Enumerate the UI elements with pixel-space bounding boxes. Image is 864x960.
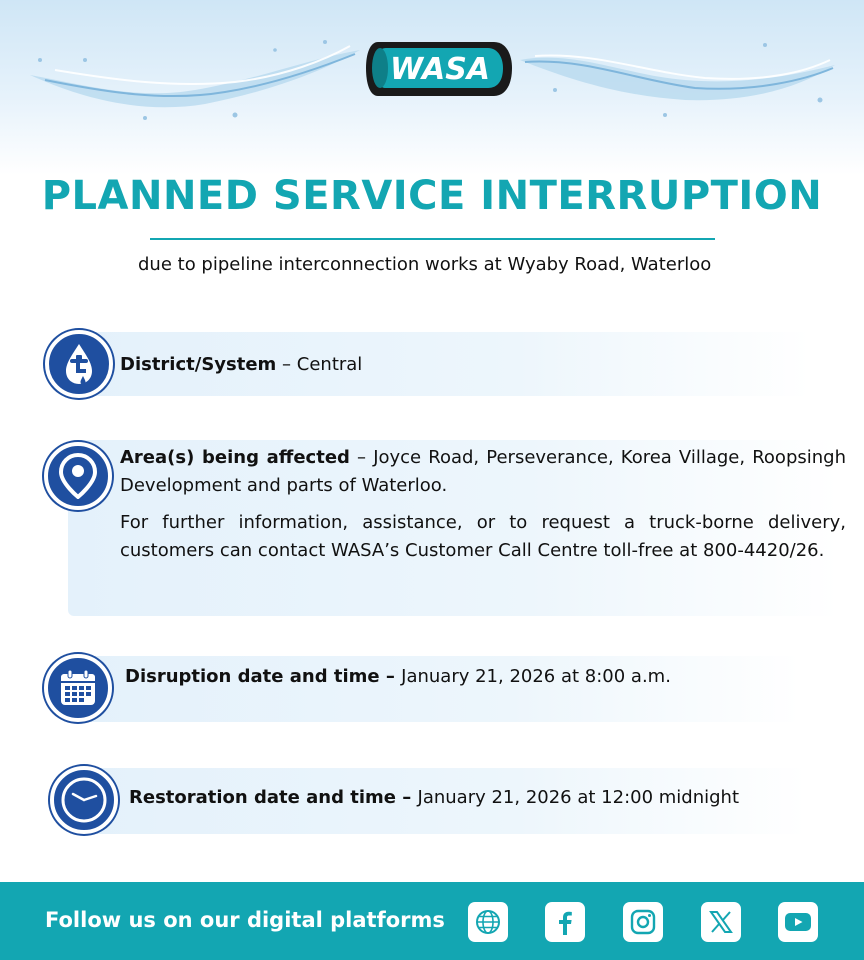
website-button[interactable] [468, 902, 508, 942]
x-icon [708, 909, 734, 935]
disruption-row [125, 663, 805, 691]
x-button[interactable] [701, 902, 741, 942]
instagram-icon [629, 908, 657, 936]
water-tap-icon [56, 341, 102, 387]
disruption-badge [44, 654, 112, 722]
instagram-button[interactable] [623, 902, 663, 942]
logo-text: WASA [389, 52, 491, 87]
disruption-value: January 21, 2026 at 8:00 a.m. [401, 666, 671, 687]
restoration-separator: – [395, 787, 418, 808]
youtube-icon [783, 910, 813, 934]
restoration-label: Restoration date and time [129, 787, 396, 808]
district-value: Central [296, 354, 363, 375]
calendar-icon [58, 668, 98, 708]
areas-separator: – [349, 447, 374, 468]
district-label: District/System [120, 354, 277, 375]
restoration-value: January 21, 2026 at 12:00 midnight [417, 787, 740, 808]
facebook-button[interactable] [545, 902, 585, 942]
areas-value: Joyce Road, Perseverance, Korea Village, Roopsingh Development and parts of Waterloo. [120, 447, 846, 496]
restoration-row [129, 784, 809, 812]
water-splash-left [25, 30, 365, 130]
areas-row [120, 444, 846, 500]
footer-text: Follow us on our digital platforms [45, 908, 445, 932]
wasa-logo [366, 34, 516, 106]
facebook-icon [551, 908, 579, 936]
title-divider [150, 238, 715, 240]
district-badge [45, 330, 113, 398]
clock-icon [59, 775, 109, 825]
footer-bar [0, 882, 864, 960]
district-separator: – [276, 354, 297, 375]
globe-icon [474, 908, 502, 936]
page-subtitle: due to pipeline interconnection works at Wyaby Road, Waterloo [138, 254, 712, 275]
areas-info: For further information, assistance, or to request a truck-borne delivery, customers can contact WASA’s Customer Call Centre toll-free at 800-4420/26. [120, 512, 846, 561]
areas-label: Area(s) being affected [120, 447, 350, 468]
location-pin-icon [58, 453, 98, 499]
water-splash-right [515, 30, 840, 130]
disruption-label: Disruption date and time [125, 666, 380, 687]
page-title: PLANNED SERVICE INTERRUPTION [41, 173, 823, 219]
restoration-badge [50, 766, 118, 834]
disruption-separator: – [379, 666, 402, 687]
youtube-button[interactable] [778, 902, 818, 942]
district-row [120, 351, 720, 379]
areas-badge [44, 442, 112, 510]
